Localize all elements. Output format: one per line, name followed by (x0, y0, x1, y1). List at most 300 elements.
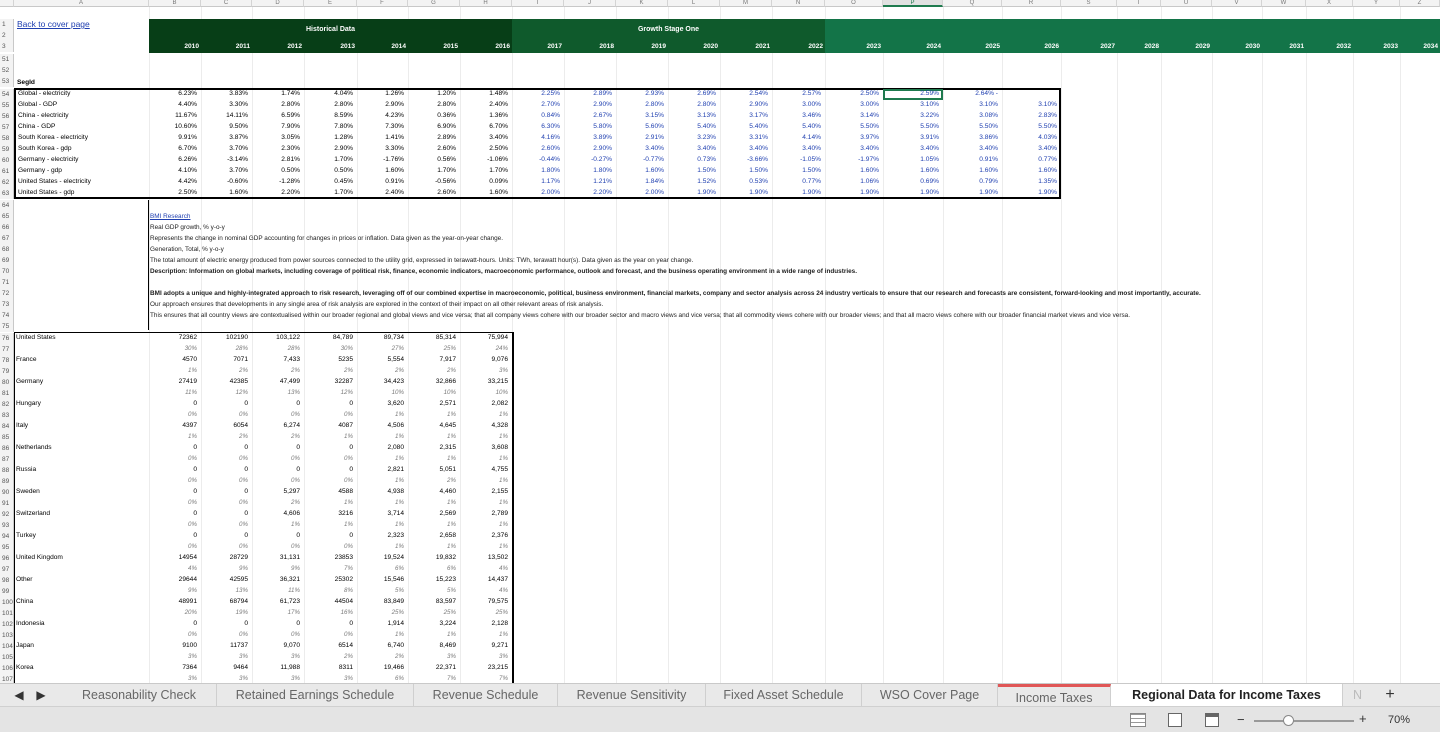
country-value: 0 (244, 444, 248, 451)
row-header[interactable]: 94 (0, 531, 14, 542)
growth-value: 1.35% (1038, 178, 1057, 185)
country-value: 4,645 (439, 422, 456, 429)
growth-value: 2.90% (749, 101, 768, 108)
row-label: South Korea - gdp (18, 145, 72, 152)
row-header[interactable]: 91 (0, 498, 14, 509)
column-header-v[interactable]: V (1212, 0, 1262, 7)
growth-value: 1.26% (385, 90, 404, 97)
row-header[interactable]: 83 (0, 410, 14, 421)
notes-left-border (148, 200, 149, 330)
growth-value: 2.40% (385, 189, 404, 196)
country-share: 5% (395, 587, 404, 594)
growth-value: 2.60% (437, 189, 456, 196)
growth-value: 2.69% (697, 90, 716, 97)
sheet-tab-revenue-schedule[interactable]: Revenue Schedule (414, 684, 558, 706)
country-value: 2,323 (387, 532, 404, 539)
growth-value: 2.25% (541, 90, 560, 97)
zoom-in-button[interactable]: + (1359, 711, 1367, 726)
country-label: United States (16, 334, 56, 341)
column-header-o[interactable]: O (825, 0, 883, 7)
country-share: 0% (239, 521, 248, 528)
growth-value: 3.08% (979, 112, 998, 119)
row-header[interactable]: 74 (0, 310, 14, 321)
country-value: 2,315 (439, 444, 456, 451)
grid-column-line (1400, 7, 1401, 683)
growth-value: 1.52% (697, 178, 716, 185)
column-header-h[interactable]: H (460, 0, 512, 7)
country-label: United Kingdom (16, 554, 63, 561)
country-value: 3,714 (387, 510, 404, 517)
growth-value: 4.16% (541, 134, 560, 141)
row-header[interactable]: 1 (0, 19, 14, 30)
column-header-k[interactable]: K (616, 0, 668, 7)
growth-value: 0.79% (979, 178, 998, 185)
column-header-r[interactable]: R (1002, 0, 1061, 7)
growth-value: 1.60% (920, 167, 939, 174)
growth-value: 6.70% (489, 123, 508, 130)
row-header[interactable]: 107 (2, 676, 13, 683)
growth-value: 4.23% (385, 112, 404, 119)
row-header[interactable]: 63 (0, 188, 14, 199)
country-value: 3216 (338, 510, 353, 517)
country-value: 0 (193, 400, 197, 407)
country-share: 1% (395, 411, 404, 418)
growth-value: 1.60% (1038, 167, 1057, 174)
country-share: 1% (499, 631, 508, 638)
country-share: 4% (188, 565, 197, 572)
row-header[interactable]: 87 (0, 454, 14, 465)
country-label: Korea (16, 664, 34, 671)
row-header[interactable]: 62 (0, 177, 14, 188)
growth-value: 1.17% (541, 178, 560, 185)
growth-title: Growth Stage One (637, 26, 700, 33)
country-share: 0% (188, 455, 197, 462)
page-break-icon[interactable] (1205, 713, 1219, 727)
country-value: 0 (349, 400, 353, 407)
country-share: 25% (443, 345, 456, 352)
growth-value: 2.00% (645, 189, 664, 196)
country-value: 2,658 (439, 532, 456, 539)
country-share: 0% (291, 543, 300, 550)
row-header[interactable]: 103 (2, 632, 13, 639)
column-header-b[interactable]: B (149, 0, 201, 7)
column-header-j[interactable]: J (564, 0, 616, 7)
country-value: 68794 (229, 598, 248, 605)
zoom-slider[interactable] (1254, 720, 1354, 722)
row-label: United States - gdp (18, 189, 75, 196)
country-value: 22,371 (435, 664, 456, 671)
growth-value: 0.50% (281, 167, 300, 174)
growth-value: 4.42% (178, 178, 197, 185)
growth-value: 14.11% (226, 112, 248, 119)
column-header-e[interactable]: E (304, 0, 357, 7)
country-share: 20% (184, 609, 197, 616)
growth-value: 3.40% (802, 145, 821, 152)
row-header[interactable]: 93 (0, 520, 14, 531)
growth-value: 0.53% (749, 178, 768, 185)
growth-value: 1.70% (437, 167, 456, 174)
growth-value: 8.59% (334, 112, 353, 119)
country-share: 16% (340, 609, 353, 616)
row-header[interactable]: 67 (0, 233, 14, 244)
column-header-y[interactable]: Y (1353, 0, 1400, 7)
row-header[interactable]: 80 (0, 377, 14, 388)
row-header[interactable]: 52 (0, 65, 14, 76)
segid-label: SegId (17, 79, 35, 86)
row-header[interactable]: 101 (2, 610, 13, 617)
country-value: 72362 (178, 334, 197, 341)
row-header[interactable]: 104 (2, 643, 13, 650)
row-header[interactable]: 70 (0, 266, 14, 277)
growth-value: 3.05% (281, 134, 300, 141)
row-header[interactable]: 51 (0, 54, 14, 65)
growth-value: 3.31% (749, 134, 768, 141)
growth-value: 0.73% (697, 156, 716, 163)
growth-value: 0.69% (920, 178, 939, 185)
column-header-m[interactable]: M (720, 0, 772, 7)
country-value: 42595 (229, 576, 248, 583)
country-value: 5,554 (387, 356, 404, 363)
country-value: 31,131 (279, 554, 300, 561)
growth-value: 3.70% (229, 167, 248, 174)
row-header[interactable]: 58 (0, 133, 14, 144)
status-bar (0, 706, 1440, 732)
column-header-z[interactable]: Z (1400, 0, 1440, 7)
country-share: 9% (188, 587, 197, 594)
row-header[interactable]: 55 (0, 100, 14, 111)
growth-value: 2.90% (593, 101, 612, 108)
country-share: 1% (447, 521, 456, 528)
country-label: Turkey (16, 532, 36, 539)
growth-value: 6.90% (437, 123, 456, 130)
country-share: 1% (499, 499, 508, 506)
growth-value: -1.05% (800, 156, 821, 163)
growth-value: -1.76% (383, 156, 404, 163)
growth-value: 1.60% (385, 167, 404, 174)
growth-value: 1.41% (385, 134, 404, 141)
row-header[interactable]: 106 (2, 665, 13, 672)
grid-column-line (1161, 7, 1162, 683)
row-header[interactable]: 76 (0, 333, 14, 344)
sheet-tab-revenue-sensitivity[interactable]: Revenue Sensitivity (558, 684, 706, 706)
country-value: 2,789 (491, 510, 508, 517)
year-2010: 2010 (184, 43, 199, 50)
growth-value: 6.59% (281, 112, 300, 119)
sheet-tab-reasonability-check[interactable]: Reasonability Check (62, 684, 217, 706)
note-line[interactable]: BMI Research (150, 213, 191, 220)
row-header[interactable]: 79 (0, 366, 14, 377)
row-header[interactable]: 97 (0, 564, 14, 575)
growth-value: 1.28% (334, 134, 353, 141)
growth-value: 1.50% (697, 167, 716, 174)
year-2015: 2015 (443, 43, 458, 50)
row-header[interactable]: 71 (0, 277, 14, 288)
country-share: 1% (499, 455, 508, 462)
row-header[interactable]: 88 (0, 465, 14, 476)
growth-value: 3.30% (229, 101, 248, 108)
year-2025: 2025 (985, 43, 1000, 50)
row-header[interactable]: 69 (0, 255, 14, 266)
country-label: France (16, 356, 37, 363)
country-value: 0 (296, 400, 300, 407)
growth-value: 1.60% (489, 189, 508, 196)
country-value: 0 (296, 444, 300, 451)
country-value: 2,128 (491, 620, 508, 627)
page-layout-icon[interactable] (1168, 713, 1182, 727)
row-header[interactable]: 84 (0, 421, 14, 432)
add-sheet-button[interactable]: + (1372, 684, 1408, 706)
country-share: 1% (188, 433, 197, 440)
country-share: 3% (291, 653, 300, 660)
grid-column-line (1212, 7, 1213, 683)
row-header[interactable]: 66 (0, 222, 14, 233)
country-label: China (16, 598, 34, 605)
row-label: Global - GDP (18, 101, 58, 108)
country-label: Switzerland (16, 510, 51, 517)
growth-value: 3.40% (1038, 145, 1057, 152)
country-share: 0% (239, 455, 248, 462)
country-value: 47,499 (279, 378, 300, 385)
column-header-t[interactable]: T (1117, 0, 1161, 7)
country-share: 0% (239, 411, 248, 418)
country-label: Sweden (16, 488, 40, 495)
sheet-tab-fixed-asset-schedule[interactable]: Fixed Asset Schedule (706, 684, 862, 706)
country-value: 11737 (230, 642, 248, 649)
growth-value: 2.93% (645, 90, 664, 97)
country-share: 0% (188, 477, 197, 484)
row-header[interactable]: 60 (0, 155, 14, 166)
row-header[interactable]: 86 (0, 443, 14, 454)
country-share: 1% (188, 367, 197, 374)
sheet-tab-income-taxes[interactable]: Income Taxes (998, 684, 1111, 706)
country-share: 8% (344, 587, 353, 594)
column-header-a[interactable]: A (14, 0, 149, 7)
row-header[interactable]: 92 (0, 509, 14, 520)
country-share: 0% (239, 499, 248, 506)
growth-value: 3.83% (229, 90, 248, 97)
column-header-p[interactable]: P (883, 0, 943, 7)
country-share: 25% (443, 609, 456, 616)
country-share: 1% (499, 521, 508, 528)
growth-value: 4.03% (1038, 134, 1057, 141)
column-header-x[interactable]: X (1306, 0, 1353, 7)
country-value: 103,122 (276, 334, 300, 341)
row-header[interactable]: 72 (0, 288, 14, 299)
growth-value: 2.67% (593, 112, 612, 119)
country-share: 1% (447, 411, 456, 418)
growth-value: 3.10% (1038, 101, 1057, 108)
country-share: 10% (495, 389, 508, 396)
row-header[interactable]: 57 (0, 122, 14, 133)
row-label: China - electricity (18, 112, 69, 119)
country-value: 0 (193, 466, 197, 473)
corner-cell[interactable] (0, 0, 14, 7)
grid-column-line (1353, 7, 1354, 683)
row-header[interactable]: 95 (0, 542, 14, 553)
column-header-c[interactable]: C (201, 0, 252, 7)
row-header[interactable]: 53 (0, 76, 14, 87)
column-header-i[interactable]: I (512, 0, 564, 7)
zoom-out-button[interactable]: − (1237, 712, 1245, 727)
country-share: 3% (344, 675, 353, 682)
year-2017: 2017 (547, 43, 562, 50)
growth-value: 5.40% (749, 123, 768, 130)
country-share: 0% (291, 455, 300, 462)
sheet-tab-regional-data-for-income-taxes[interactable]: Regional Data for Income Taxes (1111, 684, 1343, 706)
country-share: 12% (340, 389, 353, 396)
growth-value: 3.30% (385, 145, 404, 152)
growth-value: 5.50% (979, 123, 998, 130)
growth-value: 2.83% (1038, 112, 1057, 119)
growth-value: 9.91% (178, 134, 197, 141)
row-header[interactable]: 90 (0, 487, 14, 498)
column-header-l[interactable]: L (668, 0, 720, 7)
country-share: 2% (239, 433, 248, 440)
country-value: 2,080 (387, 444, 404, 451)
sheet-tab-retained-earnings-schedule[interactable]: Retained Earnings Schedule (217, 684, 414, 706)
column-header-g[interactable]: G (408, 0, 460, 7)
growth-value: 2.00% (541, 189, 560, 196)
growth-value: 1.90% (802, 189, 821, 196)
growth-value: 2.89% (593, 90, 612, 97)
growth-value: -0.77% (643, 156, 664, 163)
growth-value: 1.70% (489, 167, 508, 174)
row-header[interactable]: 56 (0, 111, 14, 122)
column-header-d[interactable]: D (252, 0, 304, 7)
prev-sheet-icon[interactable]: ◀ (14, 688, 24, 702)
country-share: 17% (287, 609, 300, 616)
row-header[interactable]: 78 (0, 355, 14, 366)
country-value: 6514 (338, 642, 353, 649)
growth-value: 3.40% (697, 145, 716, 152)
country-label: Italy (16, 422, 29, 429)
sheet-tab-wso-cover-page[interactable]: WSO Cover Page (862, 684, 998, 706)
country-share: 2% (395, 367, 404, 374)
growth-value: 1.36% (489, 112, 508, 119)
growth-value: 10.60% (174, 123, 197, 130)
sheet-tab-n[interactable]: N (1352, 688, 1363, 702)
country-value: 15,223 (435, 576, 456, 583)
row-header[interactable]: 82 (0, 399, 14, 410)
country-share: 2% (447, 477, 456, 484)
row-header[interactable]: 77 (0, 344, 14, 355)
growth-value: 0.91% (979, 156, 998, 163)
growth-value: 0.91% (385, 178, 404, 185)
next-sheet-icon[interactable]: ▶ (36, 688, 46, 702)
growth-value: 1.21% (593, 178, 612, 185)
country-value: 0 (349, 532, 353, 539)
row-header[interactable]: 89 (0, 476, 14, 487)
grid-column-line (1061, 7, 1062, 683)
country-share: 2% (239, 367, 248, 374)
country-share: 3% (239, 675, 248, 682)
country-share: 3% (499, 653, 508, 660)
country-share: 11% (185, 389, 197, 396)
growth-value: 1.84% (645, 178, 664, 185)
country-share: 1% (395, 477, 404, 484)
row-header[interactable]: 61 (0, 166, 14, 177)
country-share: 1% (447, 433, 456, 440)
row-header[interactable]: 81 (0, 388, 14, 399)
country-value: 89,734 (383, 334, 404, 341)
column-header-n[interactable]: N (772, 0, 825, 7)
country-value: 2,569 (439, 510, 456, 517)
column-header-s[interactable]: S (1061, 0, 1117, 7)
growth-value: 3.91% (920, 134, 939, 141)
country-value: 0 (244, 620, 248, 627)
row-header[interactable]: 102 (2, 621, 13, 628)
row-header[interactable]: 54 (0, 89, 14, 100)
growth-value: 2.89% (437, 134, 456, 141)
country-value: 42385 (229, 378, 248, 385)
year-2026: 2026 (1044, 43, 1059, 50)
country-share: 0% (188, 631, 197, 638)
country-share: 1% (344, 499, 353, 506)
country-share: 9% (239, 565, 248, 572)
growth-value: 6.70% (178, 145, 197, 152)
growth-value: 1.48% (489, 90, 508, 97)
row-header[interactable]: 64 (0, 200, 14, 211)
row-header[interactable]: 96 (0, 553, 14, 564)
growth-value: 3.10% (920, 101, 939, 108)
back-to-cover-link[interactable]: Back to cover page (17, 19, 90, 29)
row-header[interactable]: 73 (0, 299, 14, 310)
row-header[interactable]: 68 (0, 244, 14, 255)
growth-value: 1.05% (920, 156, 939, 163)
country-value: 15,546 (383, 576, 404, 583)
country-label: Other (16, 576, 33, 583)
row-header[interactable]: 105 (2, 654, 13, 661)
row-header[interactable]: 3 (0, 41, 14, 52)
column-header-f[interactable]: F (357, 0, 408, 7)
normal-view-icon[interactable] (1130, 713, 1146, 727)
country-label: Russia (16, 466, 37, 473)
row-header[interactable]: 75 (0, 321, 14, 332)
row-header[interactable]: 2 (0, 30, 14, 41)
column-header-u[interactable]: U (1161, 0, 1212, 7)
country-value: 23853 (334, 554, 353, 561)
country-share: 0% (188, 521, 197, 528)
country-share: 9% (291, 565, 300, 572)
growth-value: 0.84% (541, 112, 560, 119)
row-header[interactable]: 85 (0, 432, 14, 443)
country-share: 0% (239, 631, 248, 638)
row-header[interactable]: 100 (2, 599, 13, 606)
growth-value: 5.40% (802, 123, 821, 130)
country-share: 6% (395, 565, 404, 572)
country-value: 0 (193, 620, 197, 627)
country-share: 1% (395, 543, 404, 550)
row-header[interactable]: 65 (0, 211, 14, 222)
growth-value: 3.89% (593, 134, 612, 141)
note-line: This ensures that all country views are contextualised within our broader regional and global views and vice versa; that all company views cohere with our broader sector and macro views and vice versa; that all commodity views cohere with our broader views; and that all macro views cohere with our broader financial market views and vice versa. (150, 312, 1131, 319)
row-header[interactable]: 98 (0, 575, 14, 586)
growth-value: 4.10% (178, 167, 197, 174)
growth-value: 3.23% (697, 134, 716, 141)
column-header-q[interactable]: Q (943, 0, 1002, 7)
country-share: 27% (391, 345, 404, 352)
country-value: 83,597 (435, 598, 456, 605)
historical-title: Historical Data (305, 26, 356, 33)
growth-value: 3.40% (979, 145, 998, 152)
zoom-slider-thumb[interactable] (1283, 715, 1294, 726)
country-share: 0% (291, 631, 300, 638)
country-share: 1% (291, 521, 300, 528)
country-share: 25% (391, 609, 404, 616)
column-header-w[interactable]: W (1262, 0, 1306, 7)
row-header[interactable]: 59 (0, 144, 14, 155)
row-header[interactable]: 99 (0, 586, 14, 597)
